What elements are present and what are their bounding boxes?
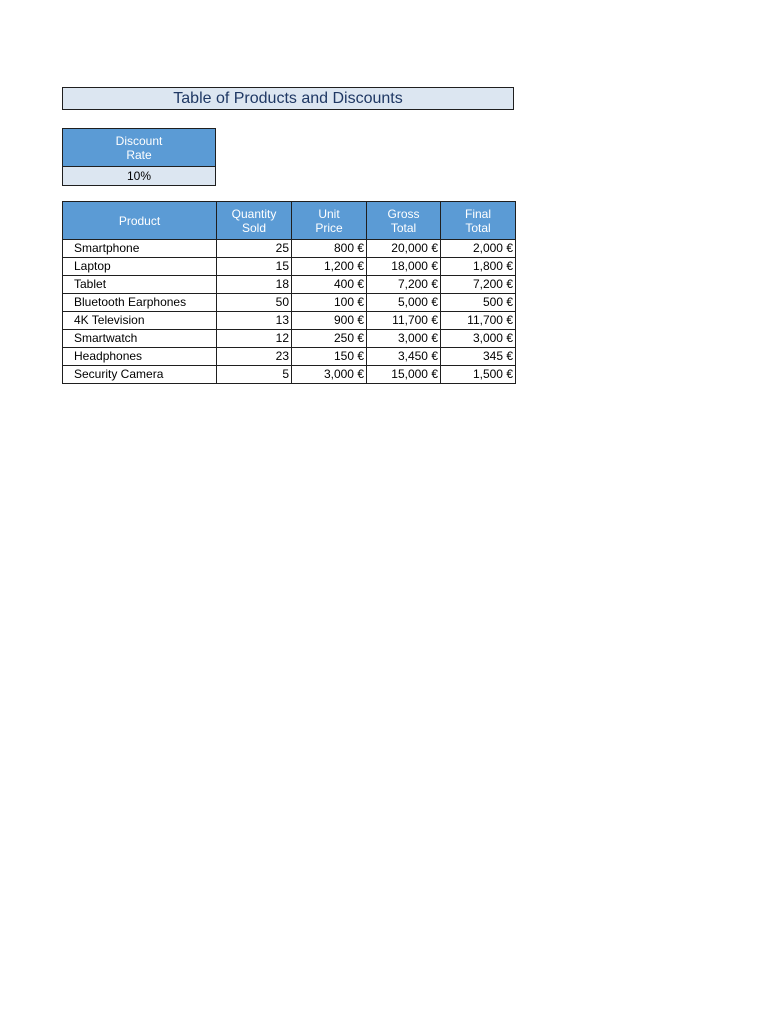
header-line: Final [464, 206, 491, 221]
cell-product[interactable]: Smartphone [63, 240, 217, 258]
table-title-box [62, 87, 514, 110]
cell-product[interactable]: Smartwatch [63, 330, 217, 348]
table-row [63, 348, 516, 366]
column-header-quantity[interactable] [217, 202, 292, 240]
cell-gross-total[interactable]: 3,450 € [367, 348, 441, 366]
table-header-row [63, 202, 516, 240]
discount-rate-label-line2: Rate [126, 147, 152, 162]
cell-gross-total[interactable]: 7,200 € [367, 276, 441, 294]
cell-product[interactable]: Security Camera [63, 366, 217, 384]
discount-rate-value[interactable]: 10% [63, 167, 215, 185]
cell-final-total[interactable]: 345 € [441, 348, 516, 366]
discount-rate-header [63, 129, 215, 167]
cell-quantity[interactable]: 25 [217, 240, 292, 258]
cell-quantity[interactable]: 13 [217, 312, 292, 330]
cell-unit-price[interactable]: 100 € [292, 294, 367, 312]
table-row [63, 312, 516, 330]
cell-quantity[interactable]: 50 [217, 294, 292, 312]
header-line: Total [465, 220, 491, 235]
table-row [63, 276, 516, 294]
column-header-product[interactable] [63, 202, 217, 240]
products-table [62, 201, 516, 384]
cell-gross-total[interactable]: 15,000 € [367, 366, 441, 384]
header-line: Unit [318, 206, 340, 221]
cell-product[interactable]: Bluetooth Earphones [63, 294, 217, 312]
cell-final-total[interactable]: 2,000 € [441, 240, 516, 258]
header-line: Total [390, 220, 417, 235]
discount-rate-box [62, 128, 216, 186]
cell-unit-price[interactable]: 900 € [292, 312, 367, 330]
cell-quantity[interactable]: 5 [217, 366, 292, 384]
cell-unit-price[interactable]: 250 € [292, 330, 367, 348]
cell-quantity[interactable]: 23 [217, 348, 292, 366]
discount-rate-label-line1: Discount [115, 133, 163, 148]
cell-gross-total[interactable]: 5,000 € [367, 294, 441, 312]
cell-final-total[interactable]: 500 € [441, 294, 516, 312]
header-line: Quantity [231, 206, 277, 221]
cell-quantity[interactable]: 18 [217, 276, 292, 294]
cell-product[interactable]: Headphones [63, 348, 217, 366]
cell-final-total[interactable]: 1,500 € [441, 366, 516, 384]
cell-quantity[interactable]: 12 [217, 330, 292, 348]
cell-unit-price[interactable]: 150 € [292, 348, 367, 366]
table-row [63, 258, 516, 276]
cell-final-total[interactable]: 1,800 € [441, 258, 516, 276]
cell-product[interactable]: Tablet [63, 276, 217, 294]
table-row [63, 366, 516, 384]
table-row [63, 330, 516, 348]
cell-unit-price[interactable]: 3,000 € [292, 366, 367, 384]
column-header-final-total[interactable] [441, 202, 516, 240]
header-line: Price [315, 220, 343, 235]
column-header-gross-total[interactable] [367, 202, 441, 240]
cell-gross-total[interactable]: 18,000 € [367, 258, 441, 276]
cell-gross-total[interactable]: 20,000 € [367, 240, 441, 258]
cell-unit-price[interactable]: 400 € [292, 276, 367, 294]
cell-unit-price[interactable]: 1,200 € [292, 258, 367, 276]
table-row [63, 240, 516, 258]
header-line: Sold [241, 220, 267, 235]
header-line: Product [118, 213, 161, 228]
cell-quantity[interactable]: 15 [217, 258, 292, 276]
cell-gross-total[interactable]: 3,000 € [367, 330, 441, 348]
column-header-unit-price[interactable] [292, 202, 367, 240]
cell-final-total[interactable]: 11,700 € [441, 312, 516, 330]
page-title: Table of Products and Discounts [173, 89, 403, 107]
cell-product[interactable]: 4K Television [63, 312, 217, 330]
table-row [63, 294, 516, 312]
cell-final-total[interactable]: 7,200 € [441, 276, 516, 294]
cell-gross-total[interactable]: 11,700 € [367, 312, 441, 330]
cell-final-total[interactable]: 3,000 € [441, 330, 516, 348]
cell-product[interactable]: Laptop [63, 258, 217, 276]
cell-unit-price[interactable]: 800 € [292, 240, 367, 258]
header-line: Gross [387, 206, 420, 221]
